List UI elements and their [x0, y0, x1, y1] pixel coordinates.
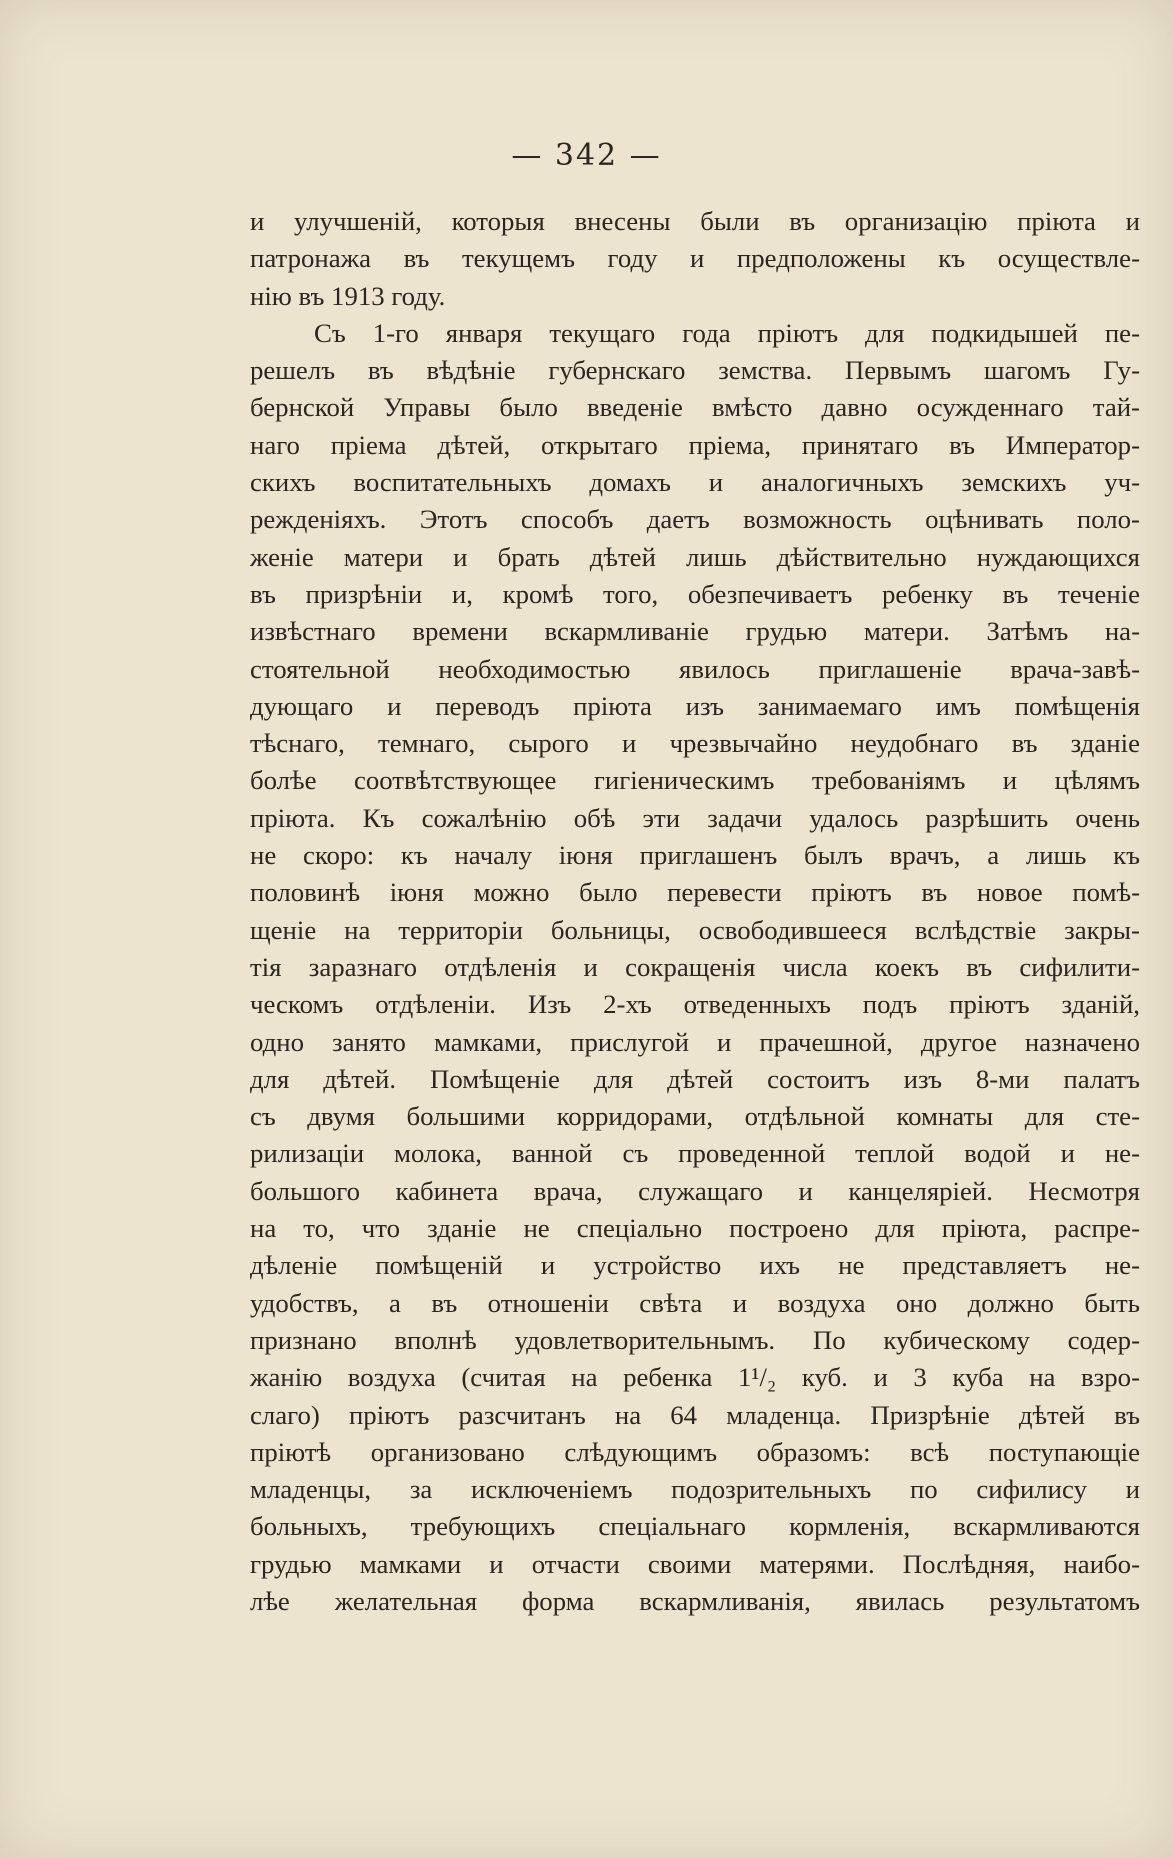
text-line: въ призрѣніи и, кромѣ того, обезпечиваетъ ребенку въ теченіе [250, 578, 1140, 609]
text-line: болѣе соотвѣтствующее гигіеническимъ требованіямъ и цѣлямъ [250, 765, 1140, 796]
text-line: дѣленіе помѣщеній и устройство ихъ не представляетъ не- [250, 1250, 1140, 1281]
text-line: женіе матери и брать дѣтей лишь дѣйствительно нуждающихся [250, 541, 1140, 572]
text-line: решелъ въ вѣдѣніе губернскаго земства. Первымъ шагомъ Гу- [250, 355, 1140, 386]
text-line: лѣе желательная форма вскармливанія, явилась результатомъ [250, 1585, 1140, 1616]
text-line: больныхъ, требующихъ спеціальнаго кормленія, вскармливаются [250, 1511, 1140, 1542]
text-line: на то, что зданіе не спеціально построено для пріюта, распре- [250, 1213, 1140, 1244]
text-line: съ двумя большими корридорами, отдѣльной комнаты для сте- [250, 1101, 1140, 1132]
text-line: пріютѣ организовано слѣдующимъ образомъ: всѣ поступающіе [250, 1436, 1140, 1467]
text-line: бернской Управы было введеніе вмѣсто давно осужденнаго тай- [250, 392, 1140, 423]
text-line: ческомъ отдѣленіи. Изъ 2-хъ отведенныхъ подъ пріютъ зданій, [250, 989, 1140, 1020]
text-line: Съ 1-го января текущаго года пріютъ для подкидышей пе- [314, 317, 1140, 348]
text-line: грудью мамками и отчасти своими матерями. Послѣдняя, наибо- [250, 1548, 1140, 1579]
text-line: большого кабинета врача, служащаго и канцеляріей. Несмотря [250, 1175, 1140, 1206]
body-text [250, 203, 1140, 1620]
text-line: младенцы, за исключеніемъ подозрительныхъ по сифилису и [250, 1474, 1140, 1505]
text-line: извѣстнаго времени вскармливаніе грудью матери. Затѣмъ на- [250, 616, 1140, 647]
text-line: для дѣтей. Помѣщеніе для дѣтей состоитъ изъ 8-ми палатъ [250, 1063, 1140, 1094]
text-line: щеніе на территоріи больницы, освободившееся вслѣдствіе закры- [250, 914, 1140, 945]
text-line: патронажа въ текущемъ году и предположены къ осуществле- [250, 243, 1140, 274]
text-line: нію въ 1913 году. [250, 280, 446, 311]
text-line: наго пріема дѣтей, открытаго пріема, принятаго въ Император- [250, 429, 1140, 460]
text-line: половинѣ іюня можно было перевести пріютъ въ новое помѣ- [250, 877, 1140, 908]
text-line: слаго) пріютъ разсчитанъ на 64 младенца. Призрѣніе дѣтей въ [250, 1399, 1140, 1430]
text-line: дующаго и переводъ пріюта изъ занимаемаго имъ помѣщенія [250, 690, 1140, 721]
text-line: режденіяхъ. Этотъ способъ даетъ возможность оцѣнивать поло- [250, 504, 1140, 535]
text-line: не скоро: къ началу іюня приглашенъ былъ врачъ, а лишь къ [250, 840, 1140, 871]
text-line: скихъ воспитательныхъ домахъ и аналогичныхъ земскихъ уч- [250, 467, 1140, 498]
text-line: тѣснаго, темнаго, сырого и чрезвычайно неудобнаго въ зданіе [250, 728, 1140, 759]
text-line: и улучшеній, которыя внесены были въ организацію пріюта и [250, 206, 1140, 236]
text-line: одно занято мамками, прислугой и прачешной, другое назначено [250, 1026, 1140, 1057]
text-line: пріюта. Къ сожалѣнію обѣ эти задачи удалось разрѣшить очень [250, 802, 1140, 833]
text-line: признано вполнѣ удовлетворительнымъ. По кубическому содер- [250, 1324, 1140, 1355]
text-line: рилизаціи молока, ванной съ проведенной теплой водой и не- [250, 1138, 1140, 1169]
text-line: тія заразнаго отдѣленія и сокращенія числа коекъ въ сифилити- [250, 951, 1140, 982]
text-line: стоятельной необходимостью явилось приглашеніе врача-завѣ- [250, 653, 1140, 684]
page-number: — 342 — [511, 138, 662, 173]
text-line: жанію воздуха (считая на ребенка 1¹/₂ куб. и 3 куба на взро- [250, 1362, 1140, 1393]
text-line: удобствъ, а въ отношеніи свѣта и воздуха оно должно быть [250, 1287, 1140, 1318]
